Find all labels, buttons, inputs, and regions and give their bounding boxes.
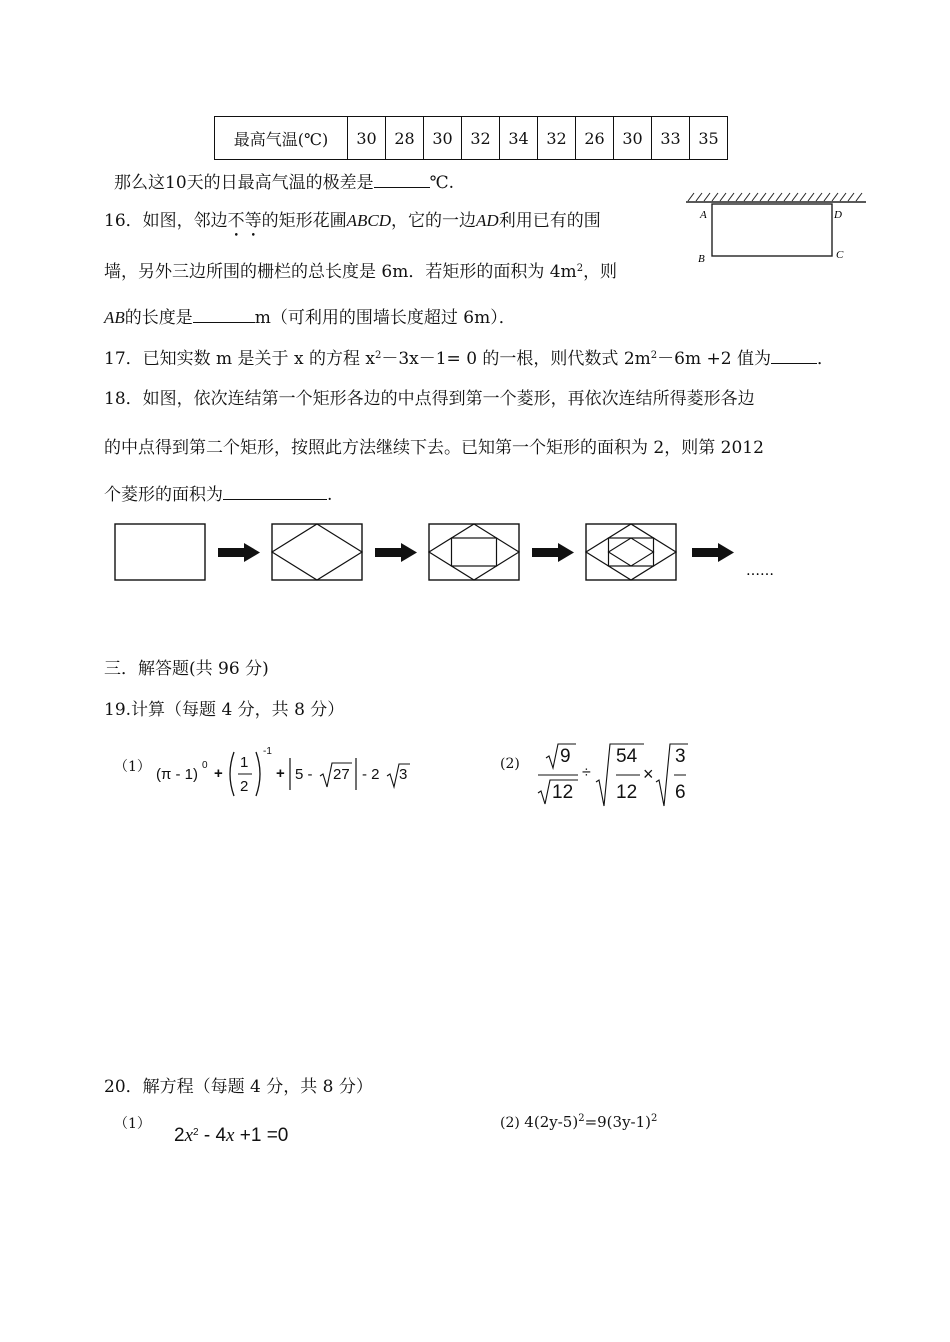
exponent: 0 (202, 760, 208, 771)
q19-part1-expression (156, 746, 426, 804)
table-cell: 32 (462, 117, 500, 160)
table-cell: 30 (424, 117, 462, 160)
superscript: 2 (576, 263, 584, 274)
table-cell: 28 (386, 117, 424, 160)
q17-text: 17．已知实数 m 是关于 x 的方程 x (104, 349, 375, 369)
numerator: 9 (560, 746, 571, 767)
q15-tail (114, 168, 454, 193)
superscript: 2 (374, 350, 382, 361)
rhombus-3 (429, 524, 519, 580)
radicand: 3 (399, 766, 408, 783)
table-header-cell: 最高气温(℃) (215, 117, 348, 160)
q16-text: 16．如图，邻边 (104, 211, 228, 231)
rhombus-sequence-figure (112, 520, 812, 586)
q20-title: 20．解方程（每题 4 分，共 8 分） (104, 1077, 373, 1097)
q16-text: 墙，另外三边所围的栅栏的总长度是 6m．若矩形的面积为 4m (104, 262, 577, 282)
q16-ab: AB (104, 308, 125, 327)
q18-line1: 18．如图，依次连结第一个矩形各边的中点得到第一个菱形，再依次连结所得菱形各边 (104, 389, 755, 409)
arrow-icon (375, 543, 417, 562)
plus-sign: + (214, 765, 223, 782)
table-cell: 30 (614, 117, 652, 160)
table-row (215, 117, 728, 160)
division-sign: ÷ (582, 764, 591, 781)
denominator: 12 (616, 782, 638, 803)
temperature-table (214, 116, 728, 160)
label-b: B (698, 253, 705, 265)
numerator: 3 (675, 746, 686, 767)
superscript: 2 (193, 1127, 199, 1138)
q16-ad: AD (476, 211, 499, 230)
section-title: 三．解答题(共 96 分) (104, 659, 269, 679)
q18-line2: 的中点得到第二个矩形，按照此方法继续下去。已知第一个矩形的面积为 2，则第 2012 (104, 438, 764, 458)
variable: x (226, 1125, 235, 1146)
table-cell: 33 (652, 117, 690, 160)
pi-term: (π - 1) (156, 766, 199, 783)
label-d: D (834, 209, 842, 221)
denominator: 6 (675, 782, 686, 803)
answer-blank (223, 485, 327, 500)
equation-term: =9(3y-1) (584, 1113, 652, 1131)
q17-text: －6m +2 值为 (657, 349, 771, 369)
table-cell: 35 (690, 117, 728, 160)
inner-rhombus-4 (609, 538, 654, 566)
rhombus-2 (272, 524, 362, 580)
plus-sign: + (276, 765, 285, 782)
table-cell: 26 (576, 117, 614, 160)
q16-text: ，它的一边 (391, 211, 477, 231)
superscript: 2 (578, 1113, 585, 1124)
minus-term: - 2 (362, 766, 380, 783)
table-cell: 34 (500, 117, 538, 160)
q17-text: －3x－1= 0 的一根，则代数式 2m (381, 349, 651, 369)
inner-rectangle-4 (609, 538, 654, 566)
q16-text: 的长度是 (124, 308, 193, 328)
fraction-numerator: 1 (240, 754, 249, 771)
ellipsis: …… (746, 563, 774, 579)
superscript: 2 (651, 1113, 658, 1124)
rectangle-2 (272, 524, 362, 580)
times-sign: × (643, 764, 654, 784)
superscript: 2 (650, 350, 658, 361)
q16-line1 (104, 206, 601, 241)
exponent: -1 (263, 746, 272, 757)
q15-unit: ℃. (429, 173, 455, 193)
q17-text: ． (816, 349, 834, 369)
q16-abcd: ABCD (346, 211, 392, 230)
q20-part2 (500, 1113, 657, 1131)
arrow-icon (532, 543, 574, 562)
q19-part2-expression (536, 740, 696, 812)
q16-emphasis: 不等 (227, 211, 262, 231)
q20-part1-label: （1） (114, 1116, 151, 1132)
q15-text: 那么这10天的日最高气温的极差是 (114, 173, 374, 193)
equation-term: 4(2y-5) (524, 1113, 579, 1131)
radicand: 27 (333, 766, 350, 783)
rhombus-4 (586, 524, 676, 580)
wall-hatching (686, 193, 866, 202)
term: +1 =0 (234, 1125, 289, 1146)
q16-text: 利用已有的围 (498, 211, 601, 231)
answer-blank (193, 308, 255, 323)
q18-text: 个菱形的面积为 (104, 485, 223, 505)
inner-rectangle-3 (452, 538, 497, 566)
q20-part1-equation (174, 1125, 288, 1147)
numerator: 54 (616, 746, 638, 767)
q16-text: ，则 (583, 262, 618, 282)
arrow-icon (218, 543, 260, 562)
q17-line (104, 344, 834, 369)
label-a: A (700, 209, 707, 221)
q20-part2-label: (2) (500, 1115, 520, 1131)
q18-text: . (327, 485, 333, 505)
abs-term: 5 - (295, 766, 313, 783)
q19-title: 19.计算（每题 4 分，共 8 分） (104, 700, 345, 720)
rectangle-4 (586, 524, 676, 580)
denominator: 12 (552, 782, 574, 803)
rectangle-3 (429, 524, 519, 580)
variable: x (184, 1125, 194, 1146)
label-c: C (836, 249, 844, 261)
q16-line3 (104, 303, 516, 328)
q19-part1-label: （1） (114, 759, 151, 775)
garden-figure (682, 184, 870, 268)
fraction-denominator: 2 (240, 778, 249, 795)
coefficient: 2 (174, 1125, 185, 1146)
q16-line2 (104, 257, 617, 282)
table-cell: 32 (538, 117, 576, 160)
arrow-icon (692, 543, 734, 562)
q19-part2-label: (2) (500, 756, 520, 772)
q16-text: 的矩形花圃 (261, 211, 347, 231)
table-cell: 30 (348, 117, 386, 160)
q18-line3 (104, 480, 332, 505)
garden-rectangle (712, 204, 832, 256)
rectangle-1 (115, 524, 205, 580)
q16-text: m（可利用的围墙长度超过 6m）． (254, 308, 516, 328)
answer-blank (374, 173, 430, 188)
answer-blank (771, 349, 817, 364)
term: - 4 (198, 1125, 227, 1146)
